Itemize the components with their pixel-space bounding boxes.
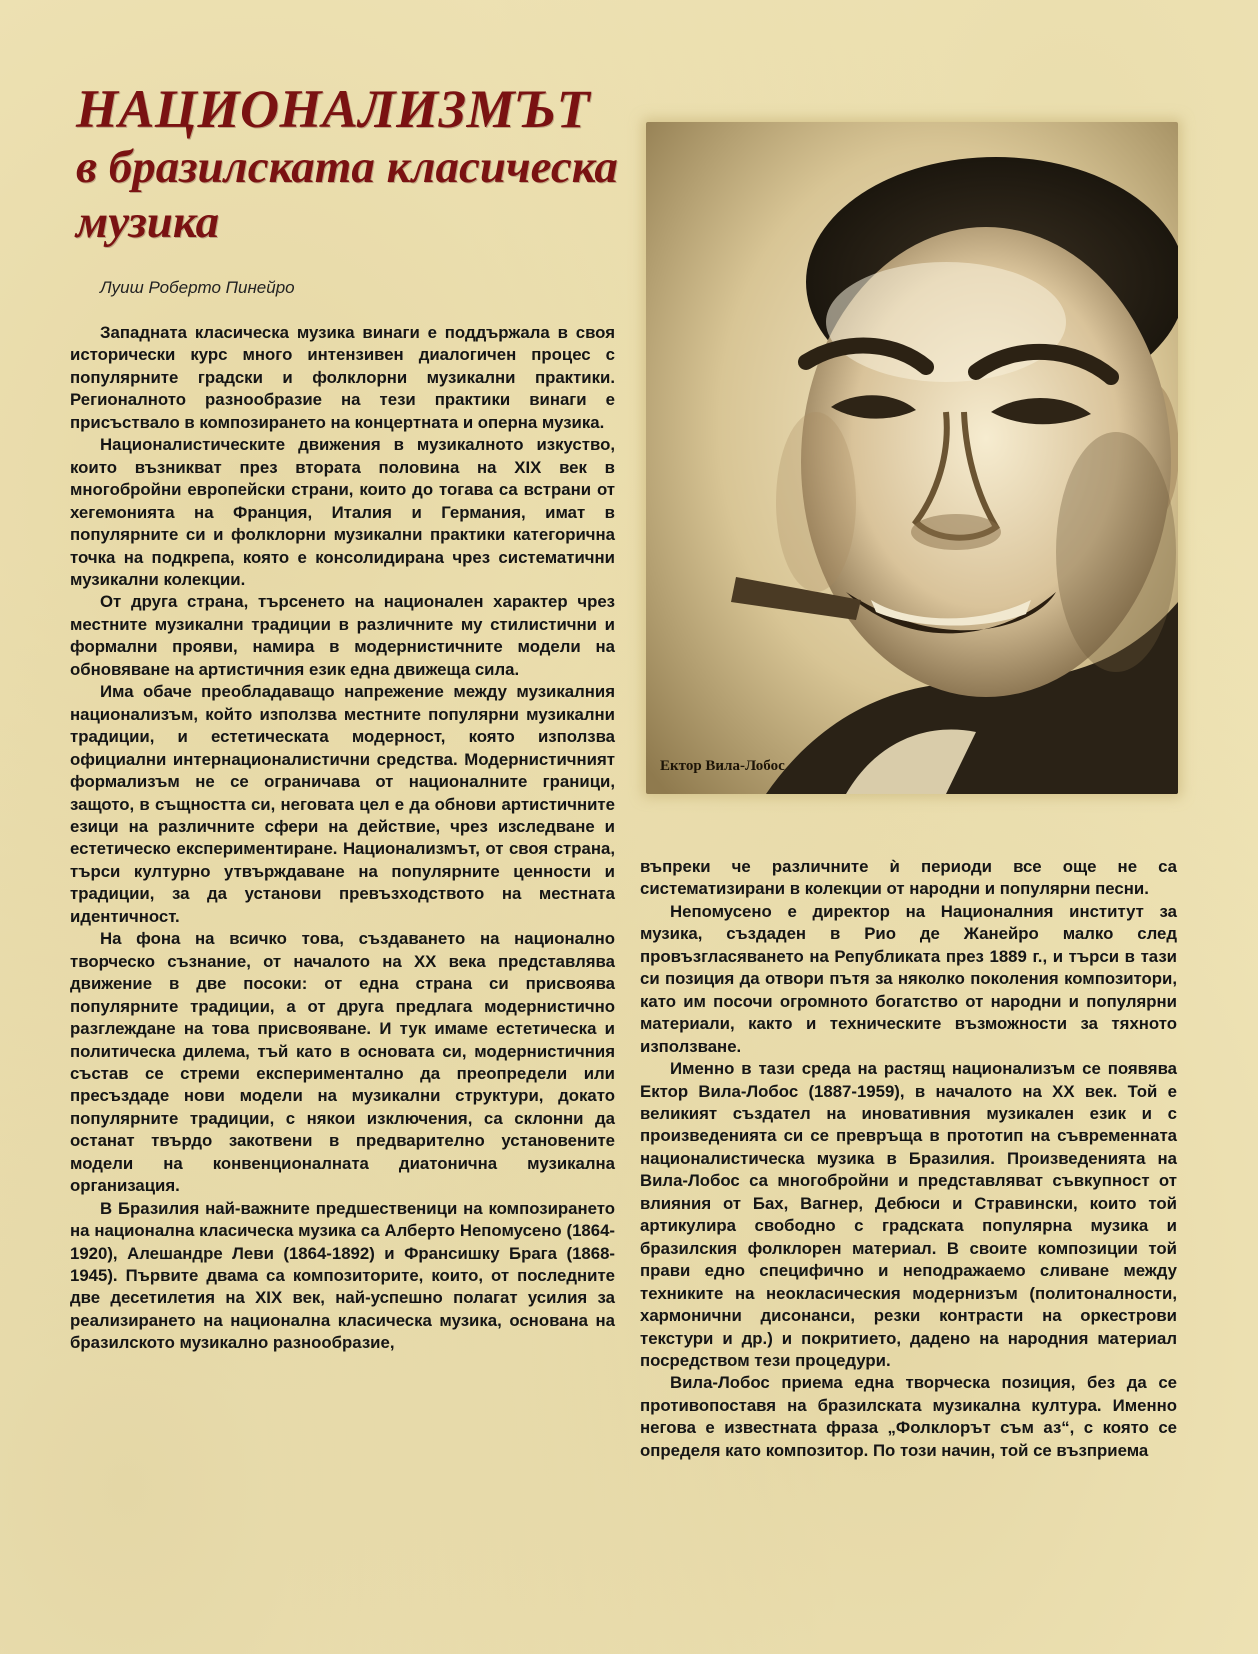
title-line-3: музика (76, 196, 220, 248)
portrait-photo (646, 122, 1178, 794)
paragraph: В Бразилия най-важните предшественици на композирането на национална класическа музика са Алберто Непомусено (1864-1920), Алешандре Леви (1864-1892) и Франсишку Брага (1868-1945). Първите двама са композиторите, които, от последните две десетилетия на XIX век, най-успешно полагат усилия за реализирането на национална класическа музика, основана на бразилското музикално разнообразие, (70, 1198, 615, 1353)
paragraph: въпреки че различните ѝ периоди все още не са систематизирани в колекции от народни и популярни песни. (640, 857, 1177, 899)
paragraph: От друга страна, търсенето на национален характер чрез местните музикални традиции в различните му стилистични и формални прояви, намира в модернистичните модели на обновяване на артистичния език една движеща сила. (70, 592, 615, 679)
title-line-2: в бразилската класическа (76, 141, 618, 193)
paragraph: Именно в тази среда на растящ национализъм се появява Ектор Вила-Лобос (1887-1959), в началото на XX век. Той е великият създател на иновативния музикален език и с произведенията си се превръща в прототип на съвременната националистическа музика в Бразилия. Произведенията на Вила-Лобос са многобройни и представляват съвкупност от влияния от Бах, Вагнер, Дебюси и Стравински, които той артикулира свободно с градската популярна музика и бразилския фолклорен материал. В своите композиции той прави едно специфично и неподражаемо сливане между техниките на неокласическия модернизъм (политоналности, хармонични дисонанси, резки контрасти на оркестрови текстури и др.) и покритието, дадено на народния материал посредством тези процедури. (640, 1059, 1177, 1370)
paragraph: Националистическите движения в музикалното изкуство, които възникват през втората половина на XIX век в многобройни европейски страни, които до тогава са встрани от хегемонията на Франция, Италия и Германия, имат в популярните си и фолклорни музикални практики категорична точка на подкрепа, която е консолидирана чрез систематични музикални колекции. (70, 435, 615, 589)
article-title (76, 79, 618, 248)
title-line-1: НАЦИОНАЛИЗМЪТ (76, 79, 591, 139)
text-column-right (640, 856, 1177, 1462)
paragraph: Вила-Лобос приема една творческа позиция, без да се противопоставя на бразилската музикална култура. Именно негова е известната фраза „Фолклорът съм аз“, с която се определя като композитор. По този начин, той се възприема (640, 1373, 1177, 1460)
author-name: Луиш Роберто Пинейро (100, 278, 295, 297)
paragraph: Непомусено е директор на Националния институт за музика, създаден в Рио де Жанейро малко след провъзгласяването на Републиката през 1889 г., и търси в тази си позиция да отвори пътя за няколко поколения композитори, като им посочи огромното богатство от народни и популярни материали, както и техническите възможности за тяхното използване. (640, 901, 1177, 1056)
text-column-left (70, 322, 615, 1355)
paragraph: На фона на всичко това, създаването на национално творческо съзнание, от началото на XX века представлява движение в две посоки: от една страна си присвоява популярните традиции, а от друга предлага модернистично разглеждане на това присвояване. И тук имаме естетическа и политическа дилема, тъй като в основата си, модернистичния състав се стреми експериментално да преопредели или пресъздаде нови модели на музикални структури, докато популярните традиции, с някои изключения, са склонни да останат твърдо закотвени в предварително установените модели на конвенционалната диатонична музикална организация. (70, 929, 615, 1196)
photo-caption: Ектор Вила-Лобос (660, 758, 785, 774)
paragraph: Има обаче преобладаващо напрежение между музикалния национализъм, който използва местните популярни музикални традиции, и естетическата модерност, която използва официални интернационалистични средства. Модернистичният формализъм не се ограничава от националните граници, защото, в същността си, неговата цел е да обнови артистичните езици на различните сфери на действие, чрез изследване и естетическо експериментиране. Национализмът, от своя страна, търси културно утвърждаване на популярните ценности и традиции, за да установи превъзходството на местната идентичност. (70, 682, 615, 926)
paragraph: Западната класическа музика винаги е поддържала в своя исторически курс много интензивен диалогичен процес с популярните градски и фолклорни музикални практики. Регионалното разнообразие на тези практики винаги е присъствало в композирането на концертната и оперна музика. (70, 323, 615, 432)
portrait-image (646, 122, 1178, 794)
